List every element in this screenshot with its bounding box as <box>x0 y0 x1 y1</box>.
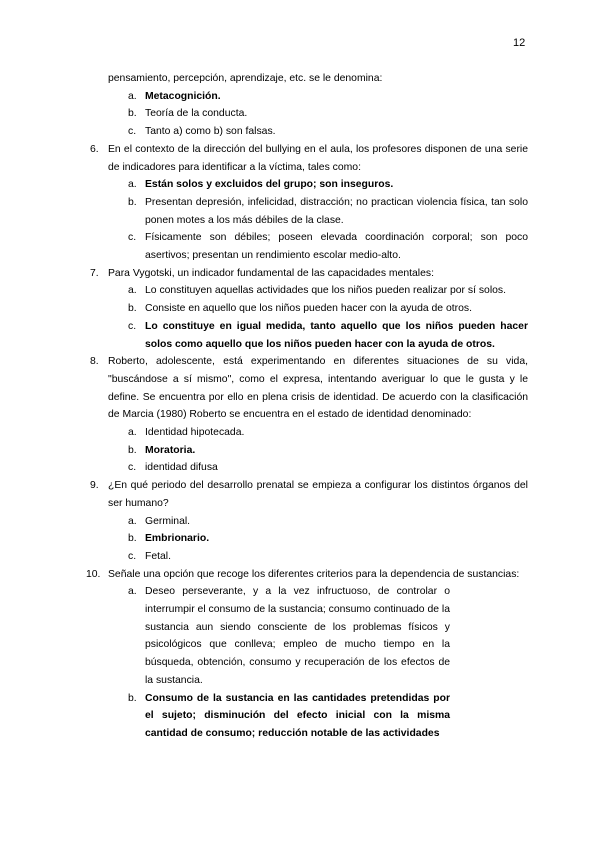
option-text: Moratoria. <box>145 444 196 456</box>
q10-option-b <box>88 690 528 743</box>
question-9 <box>88 477 528 512</box>
q8-option-b <box>88 442 528 460</box>
option-text: Consiste en aquello que los niños pueden hacer con la ayuda de otros. <box>145 303 472 315</box>
question-text: Señale una opción que recoge los diferentes criterios para la dependencia de sustancias: <box>108 568 520 580</box>
option-text: Deseo perseverante, y a la vez infructuoso, de controlar o interrumpir el consumo de la sustancia; consumo continuado de la sustancia aun siendo consciente de los problemas físicos y psicológicos que conlleva; empleo de mucho tiempo en la búsqueda, obtención, consumo y recuperación de los efectos de la sustancia. <box>145 586 450 686</box>
option-text: Lo constituyen aquellas actividades que los niños pueden realizar por sí solos. <box>145 285 507 297</box>
q5-option-b <box>88 105 528 123</box>
option-letter: b. <box>128 303 137 315</box>
q5-option-c <box>88 123 528 141</box>
option-letter: a. <box>128 515 137 527</box>
q5-option-a <box>88 88 528 106</box>
question-intro-line: pensamiento, percepción, aprendizaje, etc. se le denomina: <box>108 73 383 84</box>
option-text: Lo constituye en igual medida, tanto aquello que los niños pueden hacer solos como aquello que los niños pueden hacer con la ayuda de otros. <box>145 320 528 350</box>
q9-option-c <box>88 548 528 566</box>
option-letter: c. <box>128 232 137 244</box>
option-letter: c. <box>128 462 137 474</box>
option-text: Fetal. <box>145 550 171 562</box>
question-6 <box>88 141 528 176</box>
q7-option-b <box>88 300 528 318</box>
question-number: 10. <box>86 568 101 580</box>
question-number: 7. <box>90 267 99 279</box>
option-text: Germinal. <box>145 515 191 527</box>
q9-option-a <box>88 513 528 531</box>
question-text: En el contexto de la dirección del bullying en el aula, los profesores disponen de una serie de indicadores para identificar a la víctima, tales como: <box>108 143 528 173</box>
option-letter: a. <box>128 285 137 297</box>
question-number: 8. <box>90 356 99 368</box>
q8-option-a <box>88 424 528 442</box>
option-text: Presentan depresión, infelicidad, distracción; no practican violencia física, tan solo ponen motes a los más débiles de la clase. <box>145 196 528 226</box>
option-letter: b. <box>128 108 137 120</box>
q9-option-b <box>88 530 528 548</box>
option-text: Identidad hipotecada. <box>145 427 245 439</box>
question-number: 9. <box>90 480 99 492</box>
option-letter: c. <box>128 320 137 332</box>
document-body <box>88 70 528 743</box>
question-7 <box>88 265 528 283</box>
q7-option-a <box>88 282 528 300</box>
question-10 <box>88 566 528 584</box>
option-text: Consumo de la sustancia en las cantidades pretendidas por el sujeto; disminución del efecto inicial con la misma cantidad de consumo; reducción notable de las actividades <box>145 692 450 739</box>
q8-option-c <box>88 459 528 477</box>
q10-option-a <box>88 583 528 689</box>
option-text: identidad difusa <box>145 462 218 474</box>
option-letter: c. <box>128 550 137 562</box>
option-text: Teoría de la conducta. <box>145 108 248 120</box>
option-text: Físicamente son débiles; poseen elevada coordinación corporal; son poco asertivos; presentan un rendimiento escolar medio-alto. <box>145 232 528 262</box>
question-text: Roberto, adolescente, está experimentando en diferentes situaciones de su vida, "buscándose a sí mismo", como el expresa, intentando averiguar lo que le gusta y le define. Se encuentra por ello en plena crisis de identidad. De acuerdo con la clasificación de Marcia (1980) Roberto se encuentra en el estado de identidad denominado: <box>108 356 528 421</box>
q7-option-c <box>88 318 528 353</box>
option-letter: b. <box>128 533 137 545</box>
option-letter: a. <box>128 586 137 598</box>
option-letter: a. <box>128 427 137 439</box>
option-letter: a. <box>128 90 137 102</box>
option-letter: b. <box>128 196 137 208</box>
option-text: Están solos y excluidos del grupo; son inseguros. <box>145 179 394 191</box>
question-8 <box>88 353 528 424</box>
option-letter: b. <box>128 692 137 704</box>
page-number: 12 <box>513 37 526 49</box>
q6-option-c <box>88 229 528 264</box>
q6-option-a <box>88 176 528 194</box>
option-letter: a. <box>128 179 137 191</box>
question-text: ¿En qué periodo del desarrollo prenatal se empieza a configurar los distintos órganos del ser humano? <box>108 480 528 509</box>
option-text: Tanto a) como b) son falsas. <box>145 126 276 138</box>
option-text: Metacognición. <box>145 90 221 102</box>
option-text: Embrionario. <box>145 533 210 545</box>
option-letter: c. <box>128 126 137 138</box>
q6-option-b <box>88 194 528 229</box>
question-number: 6. <box>90 143 99 155</box>
question-text: Para Vygotski, un indicador fundamental de las capacidades mentales: <box>108 267 434 279</box>
option-letter: b. <box>128 444 137 456</box>
